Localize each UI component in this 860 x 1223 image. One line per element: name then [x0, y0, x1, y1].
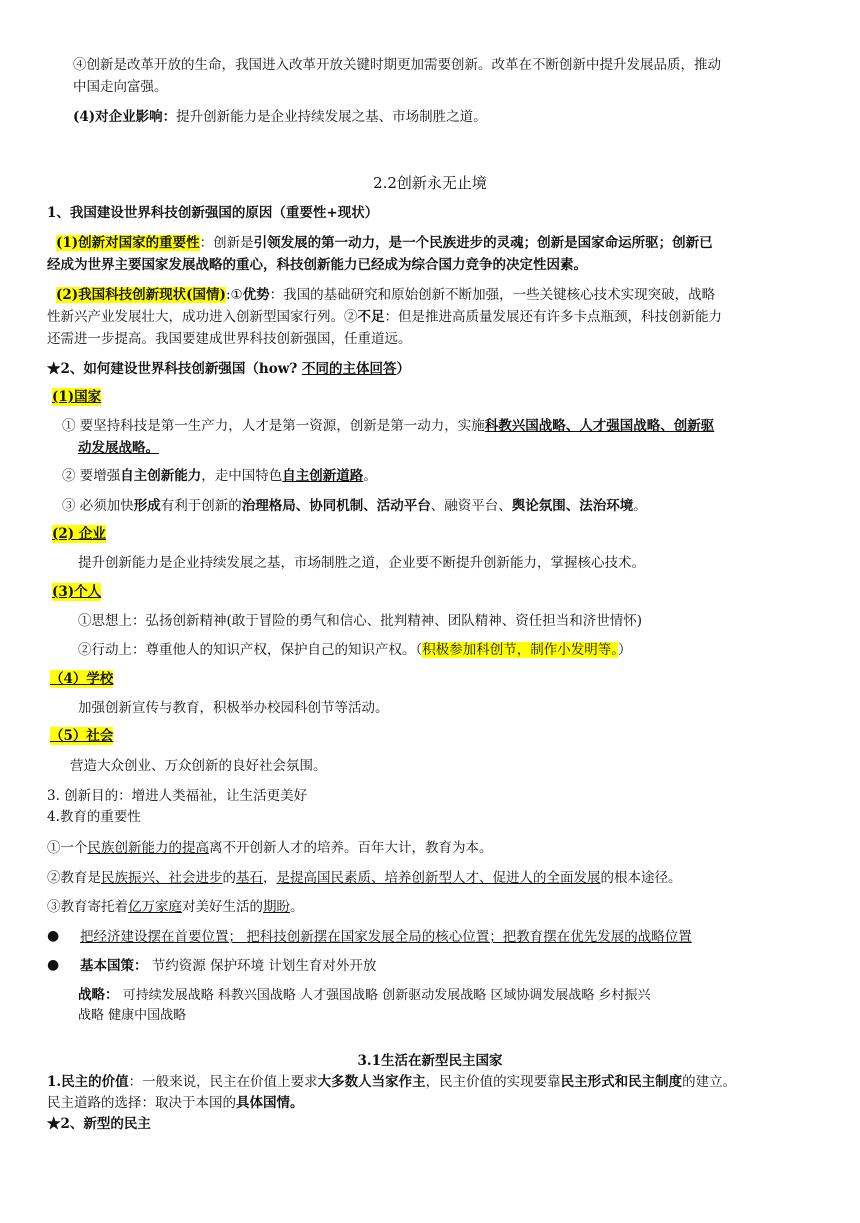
text: ：但是推进高质量发展还有许多卡点瓶颈，科技创新能力	[384, 309, 722, 325]
text: 民主道路的选择：取决于本国的	[47, 1095, 236, 1111]
subject-nation-label: (1)国家	[52, 389, 102, 405]
underlined-text: 摆在国家发展全局的	[313, 929, 436, 945]
text: ①一个	[47, 840, 88, 856]
subject-person-label: (3)个人	[52, 584, 102, 600]
bold-text: 形成	[133, 498, 161, 514]
text: ② 要增强	[62, 468, 121, 484]
enterprise-text: 提升创新能力是企业持续发展之基，市场制胜之道，企业要不断提升创新能力，掌握核心技术。	[78, 555, 645, 571]
underlined-text: 首要位置	[174, 929, 229, 945]
education-item-1	[47, 839, 493, 857]
text: 性新兴产业发展壮大，成功进入创新型国家行列。②	[47, 309, 358, 325]
underlined-text: 民族创新能力的提高	[87, 840, 209, 856]
text: ，民主价值的实现要靠	[425, 1074, 561, 1090]
subject-enterprise-label: (2) 企业	[52, 526, 106, 542]
subject-society-label: （5）社会	[50, 728, 114, 744]
text: ：创新是	[199, 235, 254, 251]
bold-text: 治理格局、协同机制、活动平台	[241, 498, 431, 514]
democracy-value	[47, 1073, 736, 1091]
text: 对美好生活的	[182, 899, 263, 915]
text: ）	[396, 361, 410, 377]
bold-text: 1.民主的价值	[47, 1074, 129, 1090]
underlined-text: 把科技创新	[246, 929, 314, 945]
highlight-text: 积极参加科创节，制作小发明等。	[422, 642, 618, 658]
text: ★2、如何建设世界科技创新强国（how?	[47, 361, 302, 377]
bold-text: 不足	[357, 309, 385, 325]
text: 的	[222, 870, 236, 886]
text: 有利于创新的	[160, 498, 242, 514]
nation-item-2	[62, 467, 377, 485]
text: ：一般来说，民主在价值上要求	[128, 1074, 318, 1090]
underlined-text: 民族振兴、社会进步	[101, 870, 223, 886]
underlined-text: 科教兴国战略、人才强国战略、创新驱	[484, 418, 715, 434]
text: ②教育是	[47, 870, 101, 886]
underlined-text: 不同的主体回答	[301, 361, 397, 377]
underlined-text: 基石	[236, 870, 263, 886]
heading-reasons: 1、我国建设世界科技创新强国的原因（重要性+现状）	[47, 205, 379, 221]
text: 。	[363, 468, 377, 484]
nation-item-1	[62, 417, 714, 435]
text: 离不开创新人才的培养。百年大计，教育为本。	[209, 840, 493, 856]
text: 。	[633, 498, 647, 514]
highlight-label: (2)我国科技创新现状(国情)	[56, 287, 226, 303]
society-text: 营造大众创业、万众创新的良好社会氛围。	[70, 758, 327, 774]
nation-item-1-line2: 动发展战略。	[78, 440, 159, 456]
reason-status	[56, 286, 715, 304]
priority-line	[80, 928, 692, 946]
school-text: 加强创新宣传与教育，积极举办校园科创节等活动。	[78, 700, 389, 716]
underlined-text: 摆在	[147, 929, 175, 945]
underlined-text: ；	[228, 929, 247, 945]
text: 节约资源 保护环境 计划生育对外开放	[151, 958, 377, 974]
person-item-2	[78, 641, 632, 659]
education-item-3	[47, 898, 304, 916]
text: 的根本途径。	[600, 870, 682, 886]
underlined-text: 核心位置；把教育	[435, 929, 544, 945]
enterprise-impact-text: 提升创新能力是企业持续发展之基、市场制胜之道。	[176, 109, 487, 125]
subject-school-label: （4）学校	[50, 671, 114, 687]
text: 的建立。	[682, 1074, 737, 1090]
underlined-text: 亿万家庭	[128, 899, 182, 915]
enterprise-impact-label: (4)对企业影响：	[73, 109, 177, 125]
democracy-path	[47, 1094, 304, 1112]
bold-text: 引领发展的第一动力，是一个民族进步的	[253, 235, 497, 251]
text: ① 要坚持科技是第一生产力，人才是第一资源，创新是第一动力，实施	[62, 418, 485, 434]
text: ③教育寄托着	[47, 899, 128, 915]
text: ：我国的基础研究和原始创新不断加强，一些关键核心技术实现突破，战略	[269, 287, 716, 303]
bold-text: 大多数人当家作主	[317, 1074, 426, 1090]
basic-policy-line	[80, 957, 376, 975]
underlined-text: 期盼	[263, 899, 290, 915]
bold-text: 自主创新能力	[120, 468, 202, 484]
new-democracy-heading: ★2、新型的民主	[47, 1116, 151, 1132]
section-title-2-2: 2.2创新永无止境	[373, 174, 487, 192]
underlined-text: 战略位置	[637, 929, 692, 945]
bold-text: 优势	[242, 287, 270, 303]
underlined-text: 把经济建设	[80, 929, 148, 945]
enterprise-impact	[73, 108, 487, 126]
text: ③ 必须加快	[62, 498, 134, 514]
strategy-line-2: 战略 健康中国战略	[78, 1008, 187, 1023]
person-item-1: ①思想上：弘扬创新精神(敢于冒险的勇气和信心、批判精神、团队精神、资任担当和济世情怀)	[78, 613, 643, 629]
text: ）	[618, 642, 632, 658]
education-item-2	[47, 869, 682, 887]
underlined-text: 自主创新道路	[282, 468, 364, 484]
text: ②行动上：尊重他人的知识产权，保护自己的知识产权。（	[78, 642, 423, 658]
paragraph-line: ④创新是改革开放的生命，我国进入改革开放关键时期更加需要创新。改革在不断创新中提升发展品质，推动	[73, 57, 721, 73]
text: 、融资平台、	[430, 498, 512, 514]
paragraph-line: 中国走向富强。	[73, 79, 168, 95]
bold-text: 战略：	[78, 987, 119, 1003]
text: 。	[290, 899, 304, 915]
section-title-3-1: 3.1生活在新型民主国家	[357, 1053, 503, 1069]
innovation-purpose: 3. 创新目的：增进人类福祉，让生活更美好	[47, 788, 308, 804]
text: 可持续发展战略 科教兴国战略 人才强国战略 创新驱动发展战略 区域协调发展战略 乡村振兴	[122, 988, 651, 1003]
education-heading: 4.教育的重要性	[47, 809, 141, 825]
reason-importance-line2: 经成为世界主要国家发展战略的重心，科技创新能力已经成为综合国力竞争的决定性因素。	[47, 257, 587, 273]
bullet-dot: ●	[47, 928, 60, 944]
nation-item-3	[62, 497, 647, 515]
underlined-text: 摆在优先发展的	[543, 929, 638, 945]
bullet-dot: ●	[47, 957, 60, 973]
text: :①	[225, 287, 243, 303]
strategy-line	[78, 986, 650, 1005]
reason-status-line2	[47, 308, 722, 326]
bold-text: 具体国情。	[236, 1095, 304, 1111]
reason-importance	[56, 234, 713, 252]
bold-text: 基本国策：	[80, 958, 148, 974]
bold-text: 舆论氛围、法治环境	[511, 498, 634, 514]
bold-text: 民主形式和民主制度	[560, 1074, 683, 1090]
text: ，走中国特色	[201, 468, 283, 484]
text: ，	[263, 870, 277, 886]
underlined-text: 是提高国民素质、培养创新型人才、促进人的全面发展	[276, 870, 601, 886]
reason-status-line3: 还需进一步提高。我国要建成世界科技创新强国，任重道远。	[47, 331, 412, 347]
bold-text: 灵魂；创新是国家命运所驱；创新已	[496, 235, 713, 251]
heading-how	[47, 360, 410, 378]
highlight-label: (1)创新对国家的重要性	[56, 235, 200, 251]
